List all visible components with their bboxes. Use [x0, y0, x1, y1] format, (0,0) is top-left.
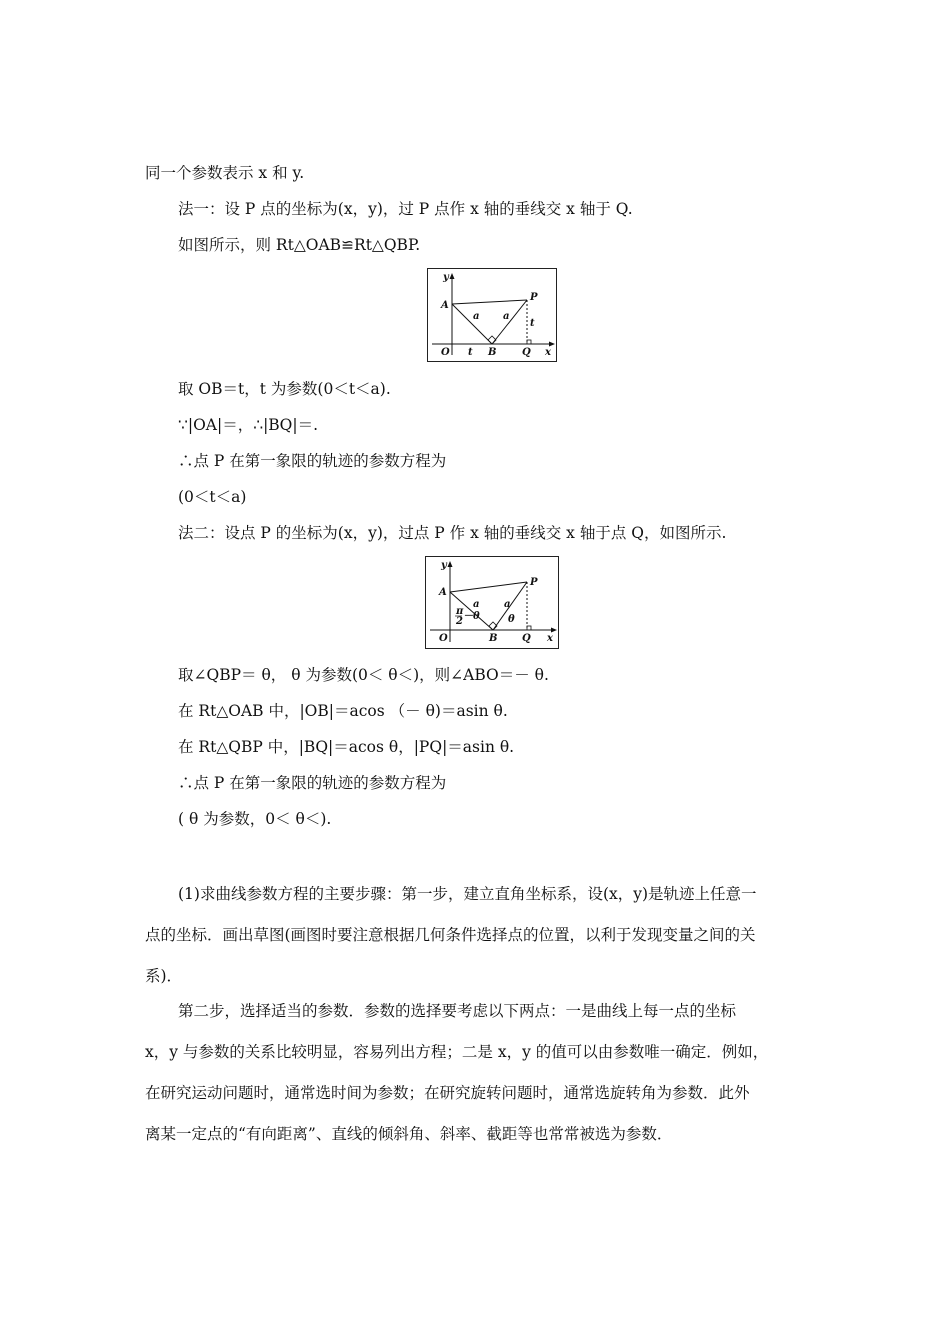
line-1: 法一：设 P 点的坐标为(x，y)，过 P 点作 x 轴的垂线交 x 轴于 Q.	[178, 200, 633, 218]
svg-text:A: A	[441, 300, 449, 311]
svg-text:P: P	[530, 577, 538, 588]
svg-text:x: x	[545, 347, 551, 358]
line-19: 离某一定点的“有向距离”、直线的倾斜角、斜率、截距等也常常被选为参数．	[145, 1125, 673, 1143]
svg-text:A: A	[439, 587, 447, 598]
svg-text:O: O	[441, 347, 450, 358]
svg-text:a: a	[473, 311, 480, 322]
svg-text:π: π	[456, 606, 464, 617]
line-0: 同一个参数表示 x 和 y.	[145, 164, 305, 182]
line-7: 法二：设点 P 的坐标为(x，y)，过点 P 作 x 轴的垂线交 x 轴于点 Q，如图所示.	[178, 524, 727, 542]
svg-text:－θ: －θ	[463, 611, 480, 622]
line-4: ∵|OA|＝，∴|BQ|＝.	[178, 416, 319, 434]
svg-text:a: a	[503, 311, 510, 322]
svg-text:y: y	[443, 272, 449, 283]
line-5: ∴点 P 在第一象限的轨迹的参数方程为	[178, 452, 447, 470]
line-10: 在 Rt△QBP 中，|BQ|＝acos θ，|PQ|＝asin θ.	[178, 738, 515, 756]
line-17: x，y 与参数的关系比较明显，容易列出方程；二是 x，y 的值可以由参数唯一确定．例如，	[145, 1043, 769, 1061]
svg-text:O: O	[439, 633, 448, 644]
line-18: 在研究运动问题时，通常选时间为参数；在研究旋转问题时，通常选旋转角为参数．此外	[145, 1084, 750, 1102]
line-9: 在 Rt△OAB 中，|OB|＝acos （－ θ)＝asin θ.	[178, 702, 508, 720]
svg-text:y: y	[441, 560, 447, 571]
line-3: 取 OB＝t，t 为参数(0＜t＜a).	[178, 380, 391, 398]
line-8: 取∠QBP＝ θ， θ 为参数(0＜ θ＜)，则∠ABO＝－ θ.	[178, 666, 549, 684]
line-12: ( θ 为参数，0＜ θ＜).	[178, 810, 332, 828]
line-16: 第二步，选择适当的参数．参数的选择要考虑以下两点：一是曲线上每一点的坐标	[178, 1002, 737, 1020]
svg-text:θ: θ	[508, 614, 515, 625]
svg-text:P: P	[530, 292, 538, 303]
svg-text:a: a	[473, 599, 480, 610]
figure-method-2	[425, 556, 559, 649]
svg-text:B: B	[489, 633, 498, 644]
svg-text:x: x	[547, 633, 553, 644]
svg-text:Q: Q	[522, 633, 531, 644]
svg-text:t: t	[530, 318, 535, 329]
line-2: 如图所示，则 Rt△OAB≌Rt△QBP.	[178, 236, 421, 254]
svg-text:2: 2	[456, 616, 463, 627]
svg-text:t: t	[468, 347, 473, 358]
line-6: (0＜t＜a)	[178, 488, 247, 506]
line-13: (1)求曲线参数方程的主要步骤：第一步，建立直角坐标系，设(x，y)是轨迹上任意一	[178, 885, 757, 903]
line-15: 系)．	[145, 967, 183, 985]
figure-method-1	[427, 268, 557, 362]
svg-text:B: B	[488, 347, 497, 358]
line-11: ∴点 P 在第一象限的轨迹的参数方程为	[178, 774, 447, 792]
svg-text:a: a	[504, 599, 511, 610]
svg-text:Q: Q	[522, 347, 531, 358]
line-14: 点的坐标．画出草图(画图时要注意根据几何条件选择点的位置，以利于发现变量之间的关	[145, 926, 756, 944]
